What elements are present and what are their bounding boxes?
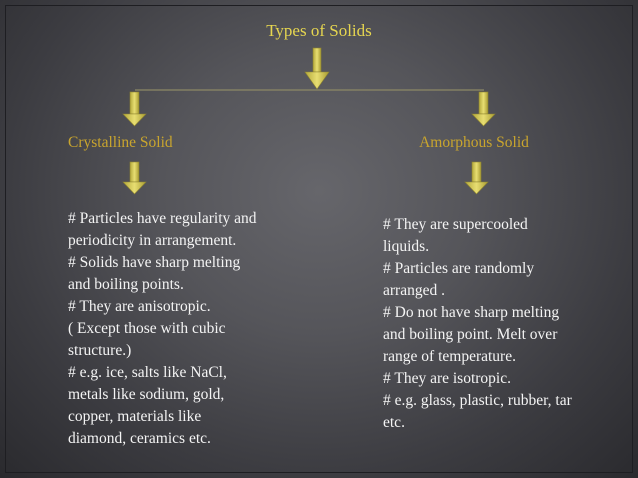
amorphous-line: and boiling point. Melt over	[383, 326, 558, 343]
arrow-to-crystalline	[123, 92, 146, 126]
crystalline-line: structure.)	[68, 342, 132, 359]
amorphous-line: # e.g. glass, plastic, rubber, tar	[383, 392, 572, 409]
arrow-title-down	[305, 48, 329, 89]
crystalline-details	[68, 208, 308, 450]
crystalline-line: periodicity in arrangement.	[68, 232, 237, 249]
crystalline-line: diamond, ceramics etc.	[68, 430, 211, 447]
crystalline-line: copper, materials like	[68, 408, 202, 425]
amorphous-line: # They are supercooled	[383, 216, 528, 233]
amorphous-line: etc.	[383, 414, 405, 431]
crystalline-line: # Particles have regularity and	[68, 210, 257, 227]
crystalline-line: metals like sodium, gold,	[68, 386, 225, 403]
amorphous-line: arranged .	[383, 282, 445, 299]
crystalline-line: # Solids have sharp melting	[68, 254, 241, 271]
amorphous-heading: Amorphous Solid	[419, 134, 529, 151]
diagram-title: Types of Solids	[266, 21, 372, 40]
amorphous-line: liquids.	[383, 238, 430, 255]
amorphous-line: range of temperature.	[383, 348, 516, 365]
amorphous-details	[383, 214, 611, 434]
crystalline-line: # They are anisotropic.	[68, 298, 211, 315]
arrow-amorphous-details	[465, 162, 488, 194]
crystalline-heading: Crystalline Solid	[68, 134, 173, 151]
crystalline-line: and boiling points.	[68, 276, 184, 293]
crystalline-line: # e.g. ice, salts like NaCl,	[68, 364, 227, 381]
arrow-to-amorphous	[472, 92, 495, 126]
amorphous-line: # They are isotropic.	[383, 370, 511, 387]
crystalline-line: ( Except those with cubic	[68, 320, 226, 337]
arrow-crystalline-details	[123, 162, 146, 194]
amorphous-line: # Particles are randomly	[383, 260, 535, 277]
amorphous-line: # Do not have sharp melting	[383, 304, 560, 321]
